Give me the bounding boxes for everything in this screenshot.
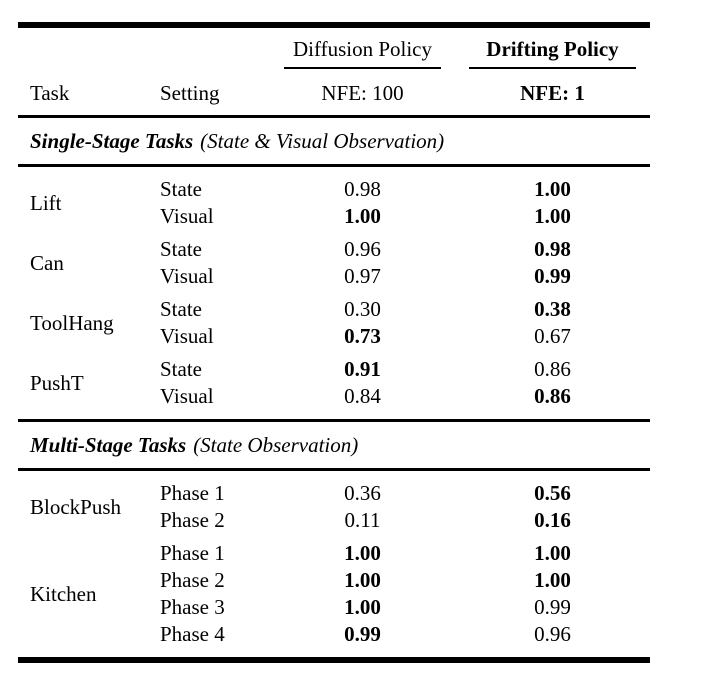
setting-label: Visual [160,264,214,288]
setting-label: Phase 2 [160,568,225,592]
task-label: ToolHang [30,310,114,335]
column-header-nfe-100: NFE: 100 [321,81,404,105]
task-group-pusht [18,356,650,410]
drifting-value: 0.98 [534,237,571,261]
task-label: Kitchen [30,581,97,606]
setting-label: Phase 3 [160,595,225,619]
task-group-lift [18,176,650,230]
task-group-kitchen [18,540,650,648]
task-group-can [18,236,650,290]
section-header-single-stage [18,118,650,164]
diffusion-value: 1.00 [344,595,381,619]
drifting-value: 1.00 [534,204,571,228]
diffusion-value: 0.91 [344,357,381,381]
task-group-toolhang [18,296,650,350]
column-group-underline [469,67,636,69]
setting-label: Phase 1 [160,481,225,505]
header-spacer [18,28,160,72]
diffusion-value: 1.00 [344,541,381,565]
drifting-value: 0.38 [534,297,571,321]
diffusion-value: 0.30 [344,297,381,321]
column-header-setting: Setting [160,81,220,105]
task-label: BlockPush [30,494,122,519]
table-header [18,28,650,115]
diffusion-value: 0.73 [344,324,381,348]
setting-label: Visual [160,204,214,228]
section-subtitle: (State & Visual Observation) [200,128,445,153]
drifting-value: 0.96 [534,622,571,646]
drifting-value: 1.00 [534,541,571,565]
drifting-value: 0.67 [534,324,571,348]
diffusion-value: 0.96 [344,237,381,261]
setting-label: Visual [160,324,214,348]
column-header-nfe-1: NFE: 1 [520,81,585,105]
diffusion-value: 0.11 [344,508,381,532]
setting-label: Visual [160,384,214,408]
setting-label: State [160,357,202,381]
setting-label: Phase 4 [160,622,225,646]
section-header-multi-stage [18,422,650,468]
section-title: Single-Stage Tasks [30,128,194,153]
task-group-blockpush [18,480,650,534]
setting-label: Phase 2 [160,508,225,532]
column-group-label: Diffusion Policy [292,37,433,61]
diffusion-value: 0.98 [344,177,381,201]
drifting-value: 0.86 [534,384,571,408]
diffusion-value: 1.00 [344,204,381,228]
setting-label: State [160,177,202,201]
diffusion-value: 1.00 [344,568,381,592]
column-header-task: Task [30,81,70,105]
task-label: Lift [30,190,62,215]
task-label: PushT [30,370,84,395]
setting-label: Phase 1 [160,541,225,565]
results-table [18,22,650,663]
section-subtitle: (State Observation) [193,432,359,457]
diffusion-value: 0.99 [344,622,381,646]
drifting-value: 0.99 [534,595,571,619]
setting-label: State [160,297,202,321]
task-label: Can [30,250,64,275]
column-group-label: Drifting Policy [486,37,619,61]
single-stage-body [18,167,650,419]
header-spacer [160,28,270,72]
drifting-value: 0.16 [534,508,571,532]
drifting-value: 0.99 [534,264,571,288]
column-group-diffusion-policy [270,28,455,72]
diffusion-value: 0.36 [344,481,381,505]
bottom-rule [18,657,650,663]
section-title: Multi-Stage Tasks [30,432,187,457]
setting-label: State [160,237,202,261]
column-group-underline [284,67,441,69]
drifting-value: 0.56 [534,481,571,505]
diffusion-value: 0.97 [344,264,381,288]
diffusion-value: 0.84 [344,384,381,408]
column-group-drifting-policy [455,28,650,72]
multi-stage-body [18,471,650,657]
drifting-value: 0.86 [534,357,571,381]
drifting-value: 1.00 [534,568,571,592]
drifting-value: 1.00 [534,177,571,201]
